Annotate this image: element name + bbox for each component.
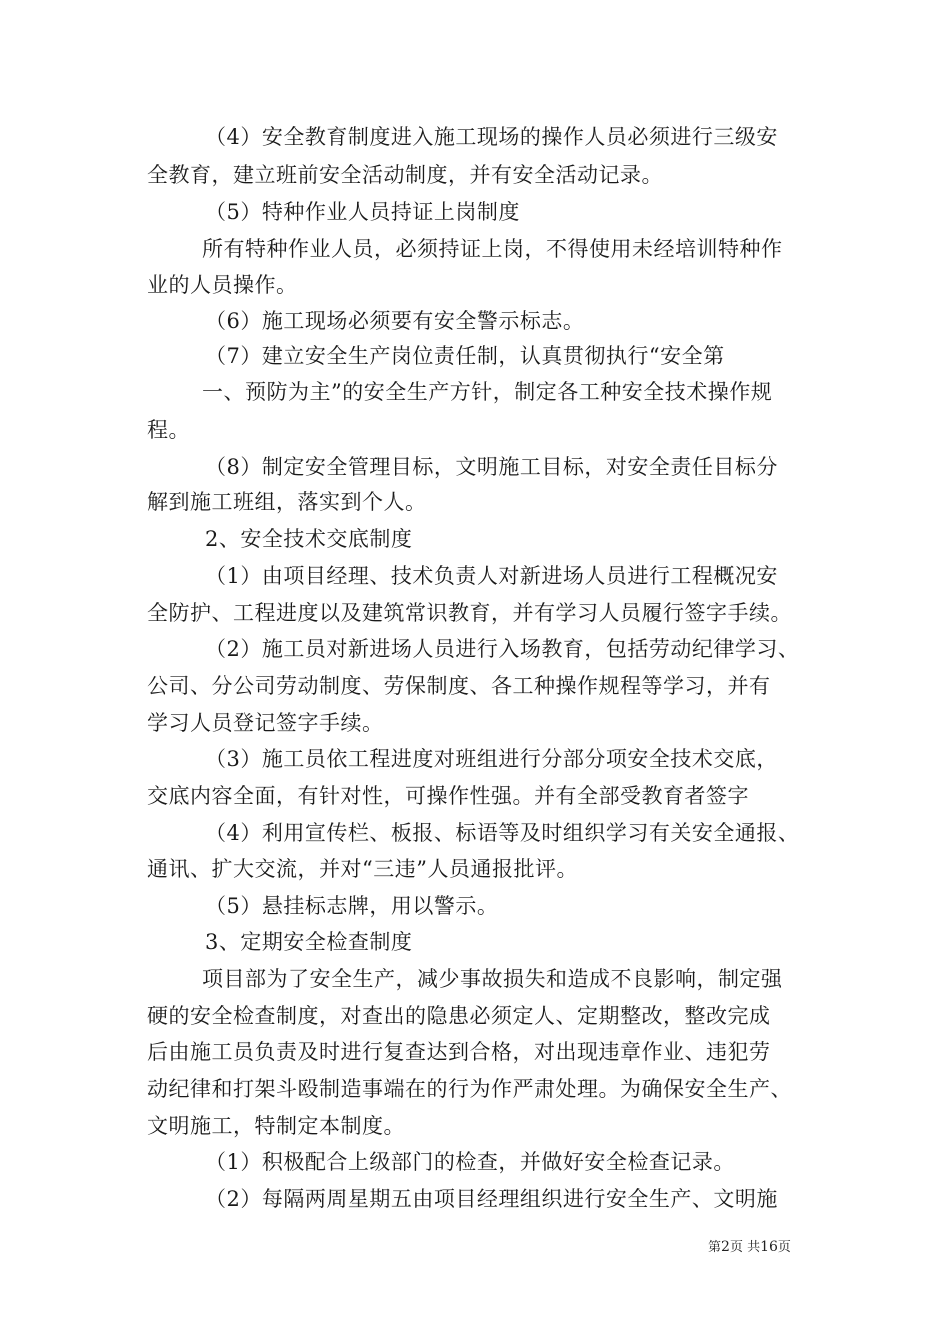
text-line: 全防护、工程进度以及建筑常识教育，并有学习人员履行签字手续。 xyxy=(147,601,792,625)
text-line: 所有特种作业人员，必须持证上岗，不得使用未经培训特种作 xyxy=(202,237,783,261)
text-line: （6）施工现场必须要有安全警示标志。 xyxy=(205,309,585,333)
text-line: 硬的安全检查制度，对查出的隐患必须定人、定期整改，整改完成 xyxy=(147,1004,771,1028)
text-line: 动纪律和打架斗殴制造事端在的行为作严肃处理。为确保安全生产、 xyxy=(147,1077,792,1101)
text-line: 后由施工员负责及时进行复查达到合格，对出现违章作业、违犯劳 xyxy=(147,1040,771,1064)
text-line: 文明施工，特制定本制度。 xyxy=(147,1114,405,1138)
footer-prefix: 第 xyxy=(708,1240,722,1255)
text-line: （8）制定安全管理目标，文明施工目标，对安全责任目标分 xyxy=(205,455,778,479)
text-line: （1）积极配合上级部门的检查，并做好安全检查记录。 xyxy=(205,1150,735,1174)
page-number-footer xyxy=(708,1238,791,1257)
text-line: （7）建立安全生产岗位责任制，认真贯彻执行“安全第 xyxy=(205,344,725,368)
text-line: 程。 xyxy=(147,418,190,442)
section-heading: 2、安全技术交底制度 xyxy=(205,527,413,551)
text-line: （4）利用宣传栏、板报、标语等及时组织学习有关安全通报、 xyxy=(205,821,800,845)
text-line: （5）悬挂标志牌，用以警示。 xyxy=(205,894,499,918)
text-line: 项目部为了安全生产，减少事故损失和造成不良影响，制定强 xyxy=(202,967,783,991)
text-line: 解到施工班组，落实到个人。 xyxy=(147,490,427,514)
text-line: （2）施工员对新进场人员进行入场教育，包括劳动纪律学习、 xyxy=(205,637,800,661)
text-line: （4）安全教育制度进入施工现场的操作人员必须进行三级安 xyxy=(205,125,778,149)
text-line: （3）施工员依工程进度对班组进行分部分项安全技术交底， xyxy=(205,747,778,771)
text-line: 通讯、扩大交流，并对“三违”人员通报批评。 xyxy=(147,857,578,881)
text-line: （1）由项目经理、技术负责人对新进场人员进行工程概况安 xyxy=(205,564,778,588)
footer-middle: 页 共 xyxy=(729,1240,761,1255)
section-heading: 3、定期安全检查制度 xyxy=(205,930,413,954)
text-line: 交底内容全面，有针对性，可操作性强。并有全部受教育者签字 xyxy=(147,784,749,808)
footer-suffix: 页 xyxy=(777,1240,791,1255)
text-line: 业的人员操作。 xyxy=(147,273,298,297)
text-line: （2）每隔两周星期五由项目经理组织进行安全生产、文明施 xyxy=(205,1187,778,1211)
text-line: 一、预防为主”的安全生产方针，制定各工种安全技术操作规 xyxy=(202,380,773,404)
total-page-count: 16 xyxy=(760,1239,778,1255)
text-line: （5）特种作业人员持证上岗制度 xyxy=(205,200,520,224)
text-line: 全教育，建立班前安全活动制度，并有安全活动记录。 xyxy=(147,163,663,187)
text-line: 学习人员登记签字手续。 xyxy=(147,711,384,735)
current-page-number: 2 xyxy=(721,1239,730,1255)
text-line: 公司、分公司劳动制度、劳保制度、各工种操作规程等学习，并有 xyxy=(147,674,771,698)
